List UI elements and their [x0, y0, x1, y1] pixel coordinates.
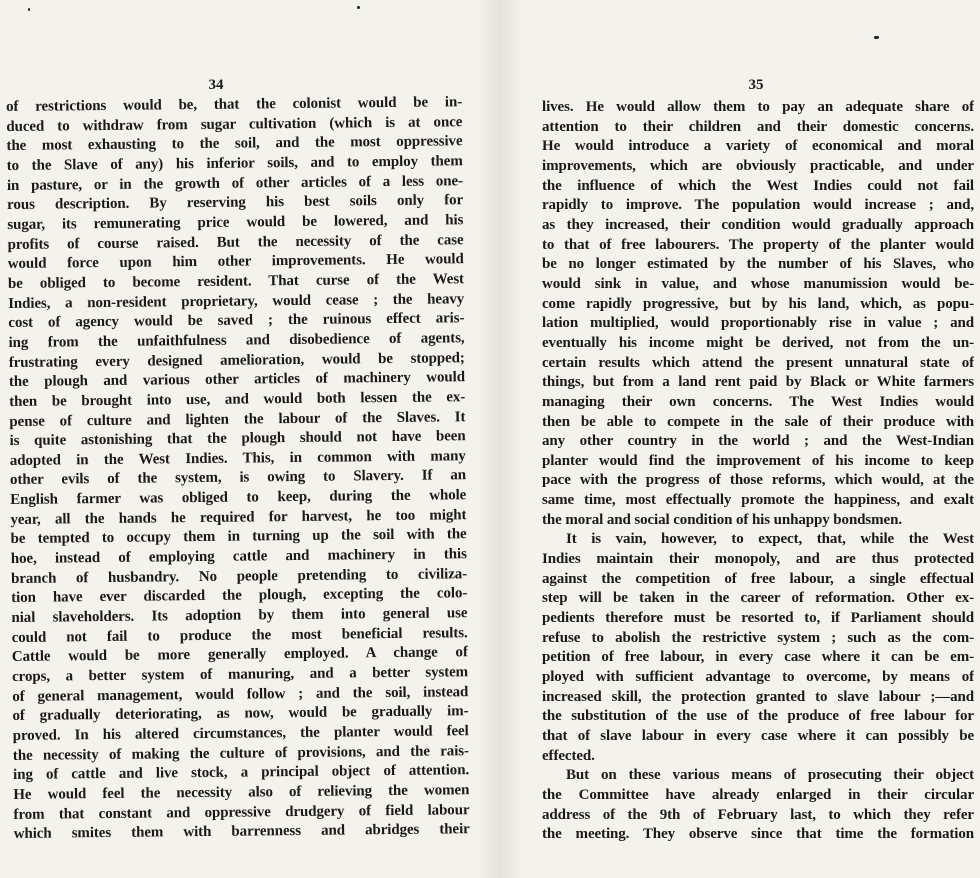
text-line: be obliged to become resident. That curse of the West — [7, 271, 465, 292]
text-line: address of the 9th of February last, to which they refer — [542, 806, 974, 823]
text-line: against the competition of free labour, a single effectual — [542, 570, 974, 587]
book-gutter — [478, 0, 522, 878]
text-line: be tempted to occupy them in turning up the soil with the — [10, 526, 467, 548]
text-line: the meeting. They observe since that time the formation — [542, 826, 974, 843]
text-line: step will be taken in the career of reformation. Other ex- — [542, 590, 974, 607]
text-line: same time, most effectually promote the happiness, and exalt — [542, 492, 974, 509]
text-line: the influence of which the West Indies could not fail — [542, 177, 974, 194]
text-line: in pasture, or in the growth of other articles of a less one- — [6, 172, 463, 194]
text-line: would sink in value, and whose manumission would be- — [542, 275, 974, 292]
text-line: Cattle would be more generally employed. A change of — [11, 644, 468, 666]
page-text — [542, 98, 974, 845]
text-line: proved. In his altered circumstances, the planter would feel — [12, 723, 469, 744]
text-line: crops, a better system of manuring, and a better system — [11, 664, 469, 685]
text-line: sugar, its remunerating price would be lowered, and his — [7, 212, 464, 233]
text-line: tion have ever discarded the plough, excepting the colo- — [11, 585, 468, 607]
text-line: Indies maintain their monopoly, and are thus protected — [542, 551, 974, 568]
text-line: be no longer estimated by the number of his Slaves, who — [542, 256, 974, 273]
text-line: adopted in the West Indies. This, in common with many — [9, 448, 466, 469]
text-line: things, but from a land rent paid by Black or White farmers — [542, 374, 974, 391]
text-line: that of slave labour in every case where it can possibly be — [542, 728, 974, 744]
text-line: the most exhausting to the soil, and the most oppressive — [6, 133, 463, 155]
text-line: the plough and various other articles of machinery would — [8, 369, 466, 391]
text-line: of gradually deteriorating, as now, would be gradually im- — [12, 703, 469, 725]
text-line: year, all the hands he required for harvest, he too might — [10, 506, 467, 528]
text-line: from that constant and oppressive drudgery of field labour — [13, 801, 470, 823]
text-line: nial slaveholders. Its adoption by them into general use — [11, 605, 468, 627]
text-line: of restrictions would be, that the colonist would be in- — [6, 94, 463, 115]
text-line: is quite astonishing that the plough should not have been — [9, 428, 466, 450]
text-line: profits of course raised. But the necessity of the case — [7, 231, 464, 253]
text-line: ployed with sufficient advantage to overcome, by means of — [542, 669, 974, 686]
text-line: certain results which attend the present unnatural state of — [542, 354, 974, 371]
text-line: pace with the progress of those reforms, which would, at the — [542, 472, 974, 489]
text-line: pedients therefore must be resorted to, if Parliament should — [542, 610, 974, 627]
text-line: planter would find the improvement of his income to keep — [542, 452, 974, 469]
text-line: branch of husbandry. No people pretending to civiliza- — [10, 565, 468, 587]
text-line: would force upon him other improvements. He would — [7, 251, 464, 273]
text-line: which smites them with barrenness and abridges their — [13, 821, 470, 843]
page-number: 34 — [208, 77, 224, 93]
text-line: refuse to abolish the restrictive system ; such as the com- — [542, 629, 974, 646]
text-line: attention to their children and their domestic concerns. — [542, 118, 974, 135]
text-line: hoe, instead of employing cattle and machinery in this — [10, 546, 467, 568]
text-line: English farmer was obliged to keep, during the whole — [10, 487, 467, 509]
text-line: lives. He would allow them to pay an adequate share of — [542, 99, 974, 115]
text-line: the substitution of the use of the produce of free labour for — [542, 708, 974, 725]
text-line: managing their own concerns. The West Indies would — [542, 393, 974, 410]
text-line: come rapidly progressive, but by his land, which, as popu- — [542, 295, 974, 312]
text-line: He would introduce a variety of economical and moral — [542, 138, 974, 155]
text-line: the Committee have already enlarged in their circular — [542, 786, 974, 803]
right-page — [522, 0, 980, 878]
text-line: rous description. By reserving his best soils only for — [7, 192, 464, 214]
text-line: increased skill, the protection granted to slave labour ;—and — [542, 688, 974, 705]
text-line: He would feel the necessity also of relieving the women — [13, 782, 470, 803]
text-line: to the Slave of any) his inferior soils, and to employ them — [6, 153, 463, 174]
text-line: to that of free labourers. The property of the planter would — [542, 236, 974, 253]
text-line: lation multiplied, would proportionably rise in value ; and — [542, 315, 974, 332]
text-line: any other country in the world ; and the West-Indian — [542, 433, 974, 450]
text-line: the necessity of making the culture of provisions, and the rais- — [12, 742, 469, 764]
text-line: duced to withdraw from sugar cultivation (which is at once — [6, 113, 463, 135]
text-line: the moral and social condition of his unhappy bondsmen. — [542, 511, 903, 528]
text-line: pense of culture and lighten the labour of the Slaves. It — [9, 408, 466, 430]
text-line: improvements, which are obviously practicable, and under — [542, 157, 974, 174]
text-line: could not fail to produce the most beneficial results. — [11, 624, 468, 646]
text-line: ing from the unfaithfulness and disobedience of agents, — [8, 330, 465, 351]
text-line: ing of cattle and live stock, a principal object of attention. — [13, 762, 470, 784]
text-line: then be able to compete in the sale of their produce with — [542, 413, 974, 430]
page-number: 35 — [748, 77, 764, 93]
text-line: other evils of the system, is owing to Slavery. If an — [9, 467, 467, 489]
text-line: It is vain, however, to expect, that, while the West — [566, 531, 974, 548]
text-line: frustrating every designed amelioration, would be stopped; — [8, 349, 465, 371]
text-line: petition of free labour, in every case where it can be em- — [542, 649, 974, 666]
text-line: effected. — [542, 747, 595, 764]
left-page — [0, 0, 478, 878]
text-line: Indies, a non-resident proprietary, would cease ; the heavy — [8, 290, 465, 312]
text-line: then be brought into use, and would both lessen the ex- — [9, 389, 466, 410]
text-line: of general management, would follow ; and the soil, instead — [12, 683, 469, 705]
text-line: eventually his income might be derived, not from the un- — [542, 334, 974, 351]
text-line: cost of agency would be saved ; the ruinous effect aris- — [8, 310, 465, 332]
page-text — [6, 93, 470, 845]
text-line: as they increased, their condition would gradually approach — [542, 216, 974, 233]
text-line: rapidly to improve. The population would increase ; and, — [542, 197, 974, 214]
text-line: But on these various means of prosecuting their object — [566, 767, 974, 784]
